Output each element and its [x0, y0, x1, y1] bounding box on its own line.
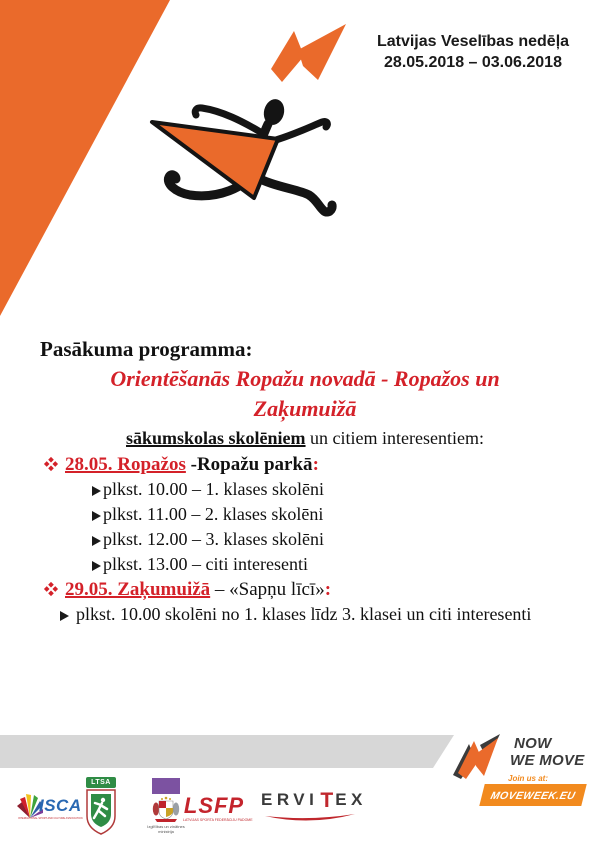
lsfp-tagline: LATVIJAS SPORTA FEDERĀCIJU PADOME [183, 818, 253, 822]
schedule-item: plkst. 10.00 – 1. klases skolēni [40, 477, 570, 502]
arrow-bullet-icon [92, 486, 101, 496]
nowwemove-mark-icon [268, 22, 348, 84]
event-title-line1: Orientēšanās Ropažu novadā - Ropažos un [110, 366, 500, 391]
event-title [40, 364, 570, 424]
arrow-bullet-icon [60, 611, 69, 621]
section-colon: : [312, 454, 319, 475]
isca-abbr: ISCA [39, 796, 82, 815]
section-date-place: 29.05. Zaķumuižā [65, 579, 211, 600]
audience-line [40, 426, 570, 450]
footer-band [0, 735, 454, 768]
nowwemove-mark-icon [452, 733, 502, 779]
schedule-item: plkst. 12.00 – 3. klases skolēni [40, 527, 570, 552]
schedule-item: plkst. 10.00 skolēni no 1. klases līdz 3. klasei un citi interesenti [40, 602, 570, 627]
ervitex-swoosh-icon [262, 813, 358, 823]
schedule-item: plkst. 11.00 – 2. klases skolēni [40, 502, 570, 527]
event-week-dates: 28.05.2018 – 03.06.2018 [384, 54, 562, 71]
ministry-purple-mark [152, 778, 180, 794]
section-header [40, 452, 570, 477]
audience-rest: un citiem interesentiem: [305, 428, 484, 448]
section-location: – «Sapņu līcī» [210, 579, 325, 600]
lsfp-logo [183, 793, 253, 822]
section-header [40, 577, 570, 602]
arrow-bullet-icon [92, 536, 101, 546]
nwm-wemove-label: WE MOVE [510, 752, 585, 769]
section-date-place: 28.05. Ropažos [65, 454, 186, 475]
section-colon: : [324, 579, 332, 600]
nowwemove-footer-logo [452, 728, 600, 806]
program-heading: Pasākuma programma: [40, 337, 253, 361]
diamond-bullet-icon [44, 582, 58, 596]
section-location: -Ropažu parkā [185, 454, 313, 475]
latvia-coat-of-arms-icon [151, 796, 181, 822]
program-content [40, 336, 570, 627]
ltsa-abbr: LTSA [86, 777, 116, 788]
event-title-line2: Zaķumuižā [253, 396, 357, 421]
isca-tagline: INTERNATIONAL SPORT AND CULTURE ASSOCIATION [18, 817, 83, 820]
moveweek-site-label: MOVEWEEK.EU [489, 790, 577, 802]
schedule-item: plkst. 13.00 – citi interesenti [40, 552, 570, 577]
ministry-name: Izglītības un zinātnes ministrija [147, 824, 185, 834]
ltsa-shield-icon [85, 789, 117, 835]
lsfp-abbr: LSFP [183, 793, 245, 818]
ltsa-logo [82, 777, 120, 835]
diamond-bullet-icon [44, 457, 58, 471]
ministry-logo [144, 778, 188, 834]
isca-logo [16, 792, 82, 826]
ervitex-logo [261, 789, 367, 823]
audience-emphasis: sākumskolas skolēniem [126, 428, 306, 448]
ervitex-wordmark: ERVIT EX [261, 789, 367, 812]
arrow-bullet-icon [92, 561, 101, 571]
ervitex-red-t: T [320, 789, 334, 812]
orienteering-runner-illustration [138, 95, 356, 243]
nwm-now-label: NOW [514, 735, 552, 752]
moveweek-ribbon [479, 784, 587, 806]
arrow-bullet-icon [92, 511, 101, 521]
header-text-block [352, 31, 594, 73]
event-week-title: Latvijas Veselības nedēļa [376, 33, 570, 50]
nwm-join-label: Join us at: [508, 774, 549, 783]
